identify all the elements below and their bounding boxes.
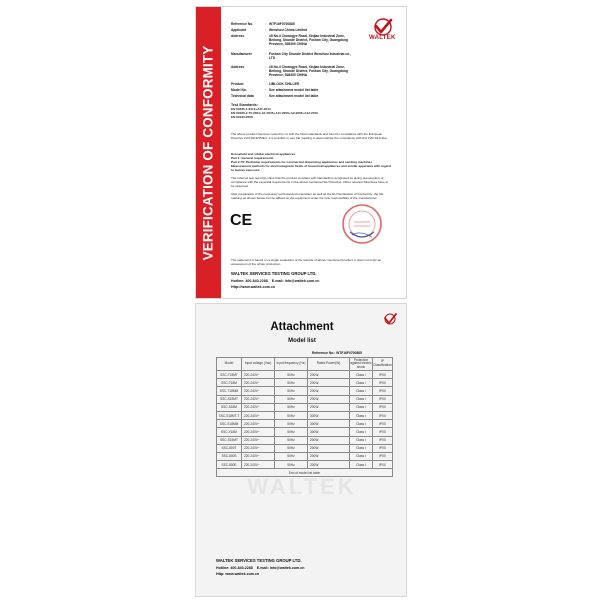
table-cell: IPX0 <box>373 436 393 444</box>
table-cell: 200W <box>308 379 350 387</box>
field-key: Address <box>231 34 245 38</box>
table-cell: 200W <box>308 452 350 460</box>
table-cell: 300W <box>308 411 350 419</box>
standards-title: Test Standards: <box>231 103 258 107</box>
table-cell: SSC-S15MT <box>217 395 242 403</box>
table-end-text: End of model list table <box>217 469 393 477</box>
table-cell: 220-240V~ <box>242 444 275 452</box>
field-value: WTF16F0700885 <box>269 22 295 26</box>
table-end-row <box>217 469 393 477</box>
table-row <box>217 411 393 419</box>
table-cell: IPX0 <box>373 387 393 395</box>
field-value: Wenzhou Chima Limited <box>269 28 308 32</box>
attachment-title: Attachment <box>270 321 334 333</box>
certificate-banner <box>196 7 221 298</box>
table-cell: 50Hz <box>275 420 308 428</box>
table-cell: 50Hz <box>275 461 308 469</box>
directive-line: Part 2-75: Particular requirements for commercial dispensing appliances and vending machines <box>231 159 372 164</box>
table-cell: SSC-T18MM <box>217 387 242 395</box>
table-cell: 220-240V~ <box>242 436 275 444</box>
table-cell: Class I <box>350 444 373 452</box>
table-row <box>217 461 393 469</box>
table-cell: SSC-800T <box>217 444 242 452</box>
model-list-table <box>216 357 393 477</box>
table-cell: IPX0 <box>373 420 393 428</box>
attachment <box>195 303 407 597</box>
attachment-subtitle: Model list <box>288 338 316 344</box>
hotline-text: Hotline: 400-840-2288 <box>231 279 268 283</box>
table-cell: 220-240V~ <box>242 379 275 387</box>
table-cell: 50Hz <box>275 403 308 411</box>
table-cell: 50Hz <box>275 395 308 403</box>
table-body <box>217 371 393 477</box>
field-value: See attachment model list table <box>269 88 319 92</box>
table-cell: IPX0 <box>373 371 393 379</box>
table-cell: IPX0 <box>373 411 393 419</box>
field-value: Foshan City Shunde District Wenzhou Industrial co., LTD <box>269 52 352 61</box>
table-cell: 220-240V~ <box>242 411 275 419</box>
directive-line: Part 1: General requirements <box>231 155 274 160</box>
table-row <box>217 371 393 379</box>
email-text: E-mail: info@waltek.com.cn <box>256 566 305 570</box>
standard-line: EN 62233:2008 <box>231 114 253 119</box>
table-row <box>217 444 393 452</box>
field-key: Manufacturer <box>231 52 252 56</box>
table-row <box>217 395 393 403</box>
field-value: #8 No.4 Chuangye Road, Xinjiao Industrial Zone, Beilong, Shunde District, Foshan City, Guangdong Province, 528300 CHINA <box>269 34 349 47</box>
table-cell: SSC-S18MM <box>217 420 242 428</box>
ce-mark-text: CE <box>230 212 252 227</box>
table-cell: 50Hz <box>275 411 308 419</box>
table-cell: IPX0 <box>373 461 393 469</box>
table-cell: Class I <box>350 452 373 460</box>
presumption-paragraph: The referred test report(s) show that the product complies with standard(s) recognised as giving presumption of compliance with the essential requirements in the above-mentioned EU Directive. Other relevant Directives have to be observed. <box>231 176 389 188</box>
attachment-company: WALTEK SERVICES TESTING GROUP LTD. <box>216 558 302 563</box>
watermark: WALTEK <box>247 474 357 499</box>
table-cell: SSC-S15MT <box>217 436 242 444</box>
banner-text: VERIFICATION OF CONFORMITY <box>200 45 216 261</box>
table-cell: 220-240V~ <box>242 403 275 411</box>
table-cell: 200W <box>308 395 350 403</box>
table-cell: 220-240V~ <box>242 387 275 395</box>
table-cell: SSC-800S <box>217 452 242 460</box>
table-cell: IPX0 <box>373 379 393 387</box>
table-cell: IPX0 <box>373 452 393 460</box>
table-cell: Class I <box>350 379 373 387</box>
field-key: Product <box>231 82 244 86</box>
certificate-hotline <box>231 279 319 283</box>
compliance-paragraph: The above product has been tested by us with the listed standards and found in compliance with the European Directive LVD 2014/35/EU. It is possible to use CE marking to demonstrate the compliance with this LVD Directive. <box>231 132 388 140</box>
field-key: Applicant <box>231 28 247 32</box>
table-cell: IPX0 <box>373 395 393 403</box>
certificate: VERIFICATION OF CONFORMITY WALTEK Reference No. : WTF16F0700885 Applicant : Wenzhou Chima Limited Address : #8 No.4 Chuangye Road, Xinjiao Industrial Zone, Beilong, Shunde District, Foshan City, Guangdong Province, 528300 CHINA Manufacturer : Foshan City Shunde District Wenzhou Industrial co., LTD Address : #8 No.4 Chuangye Road, Xinjiao Industrial Zone, Beilong, Shunde District, Foshan City, Guangdong Province, 528300 CHINA Product : LIBLOOK CHILLER Model No. : See attachment model list table Technical data : See attachment model list table Test Standards: EN 60335-1:2012+A11:2014 EN 60335-2-75:2004+A1:2005+A11:2006+A2:2008+A12:2010 EN 62233:2008 The above product has been tested by us with the listed standards and found in compliance with the European Directive LVD 2014/35/EU. It is possible to use CE marking to demonstrate the compliance with this LVD Directive. Household and similar electrical appliances Part 1: General requirements Part 2-75: Particular requirements for commercial dispensing appliances and vending machines Measurement methods for electromagnetic fields of household appliances and similar apparatus with regard to human exposure The referred test report(s) show that the product complies with standard(s) recognised as giving presumption of compliance with the essential requirements in the above-mentioned EU Directive. Other relevant Directives have to be observed. After preparation of the necessary technical documentation as well as the EU Declaration of Conformity, the CE marking as shown below can be affixed on the equipment under the sole responsibility of the manufacturer. CE The statement is based on a single evaluation of the sample of above mentioned product. It does not imply an assessment of the whole production. WALTEK SERVICES TESTING GROUP LTD. Hotline: 400-840-2288 E-mail: info@waltek.com.cn Http://www.waltek.com.cn <box>195 6 407 299</box>
table-cell: 50Hz <box>275 371 308 379</box>
table-cell: 220-240V~ <box>242 452 275 460</box>
field-key: Reference No. <box>231 22 254 26</box>
table-cell: 220-240V~ <box>242 395 275 403</box>
documentation-paragraph: After preparation of the necessary technical documentation as well as the EU Declaration of Conformity, the CE marking as shown below can be affixed on the equipment under the sole responsibility of the manufacturer. <box>231 192 384 200</box>
table-cell: Class I <box>350 395 373 403</box>
directive-line: Household and similar electrical appliances <box>231 152 296 156</box>
table-cell: Class I <box>350 436 373 444</box>
table-cell: SSC-800E <box>217 461 242 469</box>
field-value: See attachment model list table <box>269 94 319 98</box>
table-cell: 200W <box>308 403 350 411</box>
table-cell: 220-240V~ <box>242 371 275 379</box>
table-row <box>217 428 393 436</box>
table-cell: SSC-S18M <box>217 403 242 411</box>
field-value: LIBLOOK CHILLER <box>269 82 300 86</box>
table-cell: IPX0 <box>373 403 393 411</box>
table-row <box>217 452 393 460</box>
table-cell: 300W <box>308 428 350 436</box>
hotline-text: Hotline: 400-840-2288 <box>216 566 253 570</box>
table-cell: Class I <box>350 428 373 436</box>
field-key: Model No. <box>231 88 247 92</box>
table-row <box>217 387 393 395</box>
field-value: #8 No.4 Chuangye Road, Xinjiao Industrial Zone, Beilong, Shunde District, Foshan City, Guangdong Province, 528300 CHINA <box>269 65 349 78</box>
column-header: Input voltage (Vac) <box>242 358 275 371</box>
table-cell: Class I <box>350 420 373 428</box>
table-cell: Class I <box>350 403 373 411</box>
certificate-website: Http://www.waltek.com.cn <box>231 285 276 289</box>
table-cell: IPX0 <box>373 444 393 452</box>
table-row <box>217 436 393 444</box>
table-cell: 200W <box>308 387 350 395</box>
table-header-row <box>217 358 393 371</box>
table-cell: 50Hz <box>275 387 308 395</box>
table-cell: 50Hz <box>275 379 308 387</box>
table-cell: IPX0 <box>373 428 393 436</box>
table-cell: 200W <box>308 436 350 444</box>
certificate-company: WALTEK SERVICES TESTING GROUP LTD. <box>231 271 317 276</box>
standards-block <box>231 104 391 120</box>
field-key: Address <box>231 65 245 69</box>
official-stamp-icon <box>340 202 384 246</box>
table-cell: Class I <box>350 411 373 419</box>
table-cell: Class I <box>350 371 373 379</box>
attachment-website: Http: www.waltek.com.cn <box>216 572 260 576</box>
column-header: Model <box>217 358 242 371</box>
statement-note: The statement is based on a single evaluation of the sample of above mentioned product. It does not imply an assessment of the whole production. <box>231 258 382 266</box>
ce-mark-icon <box>230 211 252 227</box>
table-row <box>217 379 393 387</box>
table-cell: 220-240V~ <box>242 428 275 436</box>
table-cell: 200W <box>308 461 350 469</box>
attachment-reference: Reference No.: WTF16F0700885 <box>312 351 362 355</box>
logo-text: WALTEK <box>369 35 396 41</box>
table-row <box>217 420 393 428</box>
column-header: Rated Power(W) <box>308 358 350 371</box>
table-cell: SSC-T15MT <box>217 371 242 379</box>
directive-line: Measurement methods for electromagnetic fields of household appliances and similar apparatus with regard to human exposure <box>231 163 391 172</box>
field-key: Technical data <box>231 94 254 98</box>
table-cell: SSC-S18MT-T <box>217 411 242 419</box>
standard-line: EN 60335-1:2012+A11:2014 <box>231 106 271 111</box>
table-cell: 50Hz <box>275 436 308 444</box>
table-cell: 200W <box>308 371 350 379</box>
table-cell: Class I <box>350 461 373 469</box>
column-header: IP Classification <box>373 358 393 371</box>
column-header: Input frequency (Hz) <box>275 358 308 371</box>
table-cell: SSC-Y18M <box>217 428 242 436</box>
column-header: Protection against electric shock <box>350 357 372 369</box>
table-cell: 200W <box>308 444 350 452</box>
standard-line: EN 60335-2-75:2004+A1:2005+A11:2006+A2:2008+A12:2010 <box>231 110 318 115</box>
attachment-hotline <box>216 566 304 570</box>
directive-block <box>231 153 391 173</box>
table-cell: 50Hz <box>275 444 308 452</box>
table-cell: 220-240V~ <box>242 461 275 469</box>
table-cell: 220-240V~ <box>242 420 275 428</box>
table-cell: 50Hz <box>275 428 308 436</box>
table-cell: 50Hz <box>275 452 308 460</box>
table-cell: Class I <box>350 387 373 395</box>
table-row <box>217 403 393 411</box>
table-cell: 300W <box>308 420 350 428</box>
table-cell: SSC-T18M <box>217 379 242 387</box>
email-text: E-mail: info@waltek.com.cn <box>271 279 320 283</box>
